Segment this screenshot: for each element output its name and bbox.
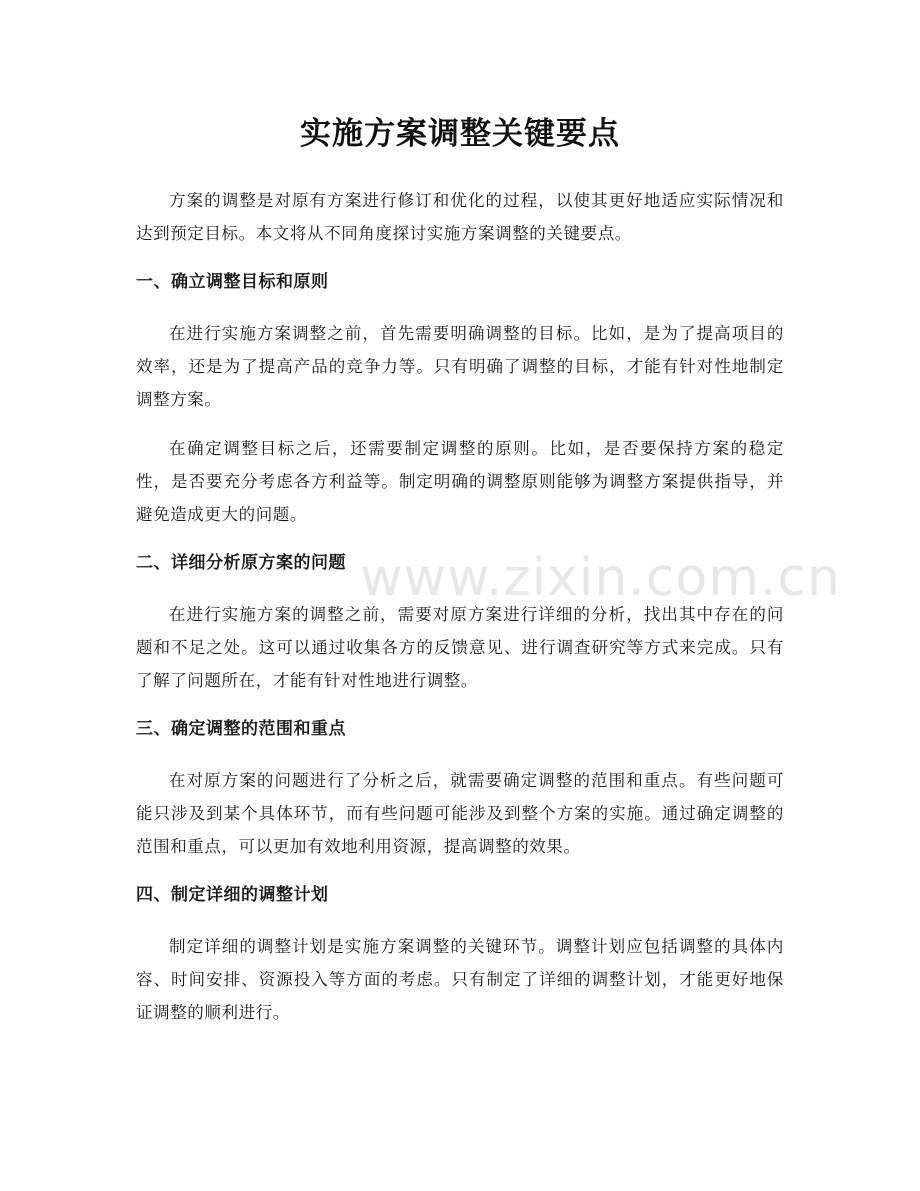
document-body <box>136 184 784 1045</box>
watermark: www.zixin.com.cn <box>360 548 841 608</box>
document-title: 实施方案调整关键要点 <box>300 116 620 152</box>
section-4-paragraph-1: 制定详细的调整计划是实施方案调整的关键环节。调整计划应包括调整的具体内容、时间安排、资源投入等方面的考虑。只有制定了详细的调整计划，才能更好地保证调整的顺利进行。 <box>136 937 784 1022</box>
section-heading-3: 三、确定调整的范围和重点 <box>136 719 346 739</box>
section-1-paragraph-1: 在进行实施方案调整之前，首先需要明确调整的目标。比如，是为了提高项目的效率，还是为了提高产品的竞争力等。只有明确了调整的目标，才能有针对性地制定调整方案。 <box>136 324 784 409</box>
section-heading-1: 一、确立调整目标和原则 <box>136 272 329 292</box>
section-heading-2: 二、详细分析原方案的问题 <box>136 553 346 573</box>
section-1-paragraph-2: 在确定调整目标之后，还需要制定调整的原则。比如，是否要保持方案的稳定性，是否要充分考虑各方利益等。制定明确的调整原则能够为调整方案提供指导，并避免造成更大的问题。 <box>136 439 784 524</box>
intro-paragraph: 方案的调整是对原有方案进行修订和优化的过程，以使其更好地适应实际情况和达到预定目标。本文将从不同角度探讨实施方案调整的关键要点。 <box>136 191 784 243</box>
section-heading-4: 四、制定详细的调整计划 <box>136 885 329 905</box>
section-2-paragraph-1: 在进行实施方案的调整之前，需要对原方案进行详细的分析，找出其中存在的问题和不足之处。这可以通过收集各方的反馈意见、进行调查研究等方式来完成。只有了解了问题所在，才能有针对性地进行调整。 <box>136 605 784 690</box>
section-3-paragraph-1: 在对原方案的问题进行了分析之后，就需要确定调整的范围和重点。有些问题可能只涉及到某个具体环节，而有些问题可能涉及到整个方案的实施。通过确定调整的范围和重点，可以更加有效地利用资源，提高调整的效果。 <box>136 771 784 856</box>
